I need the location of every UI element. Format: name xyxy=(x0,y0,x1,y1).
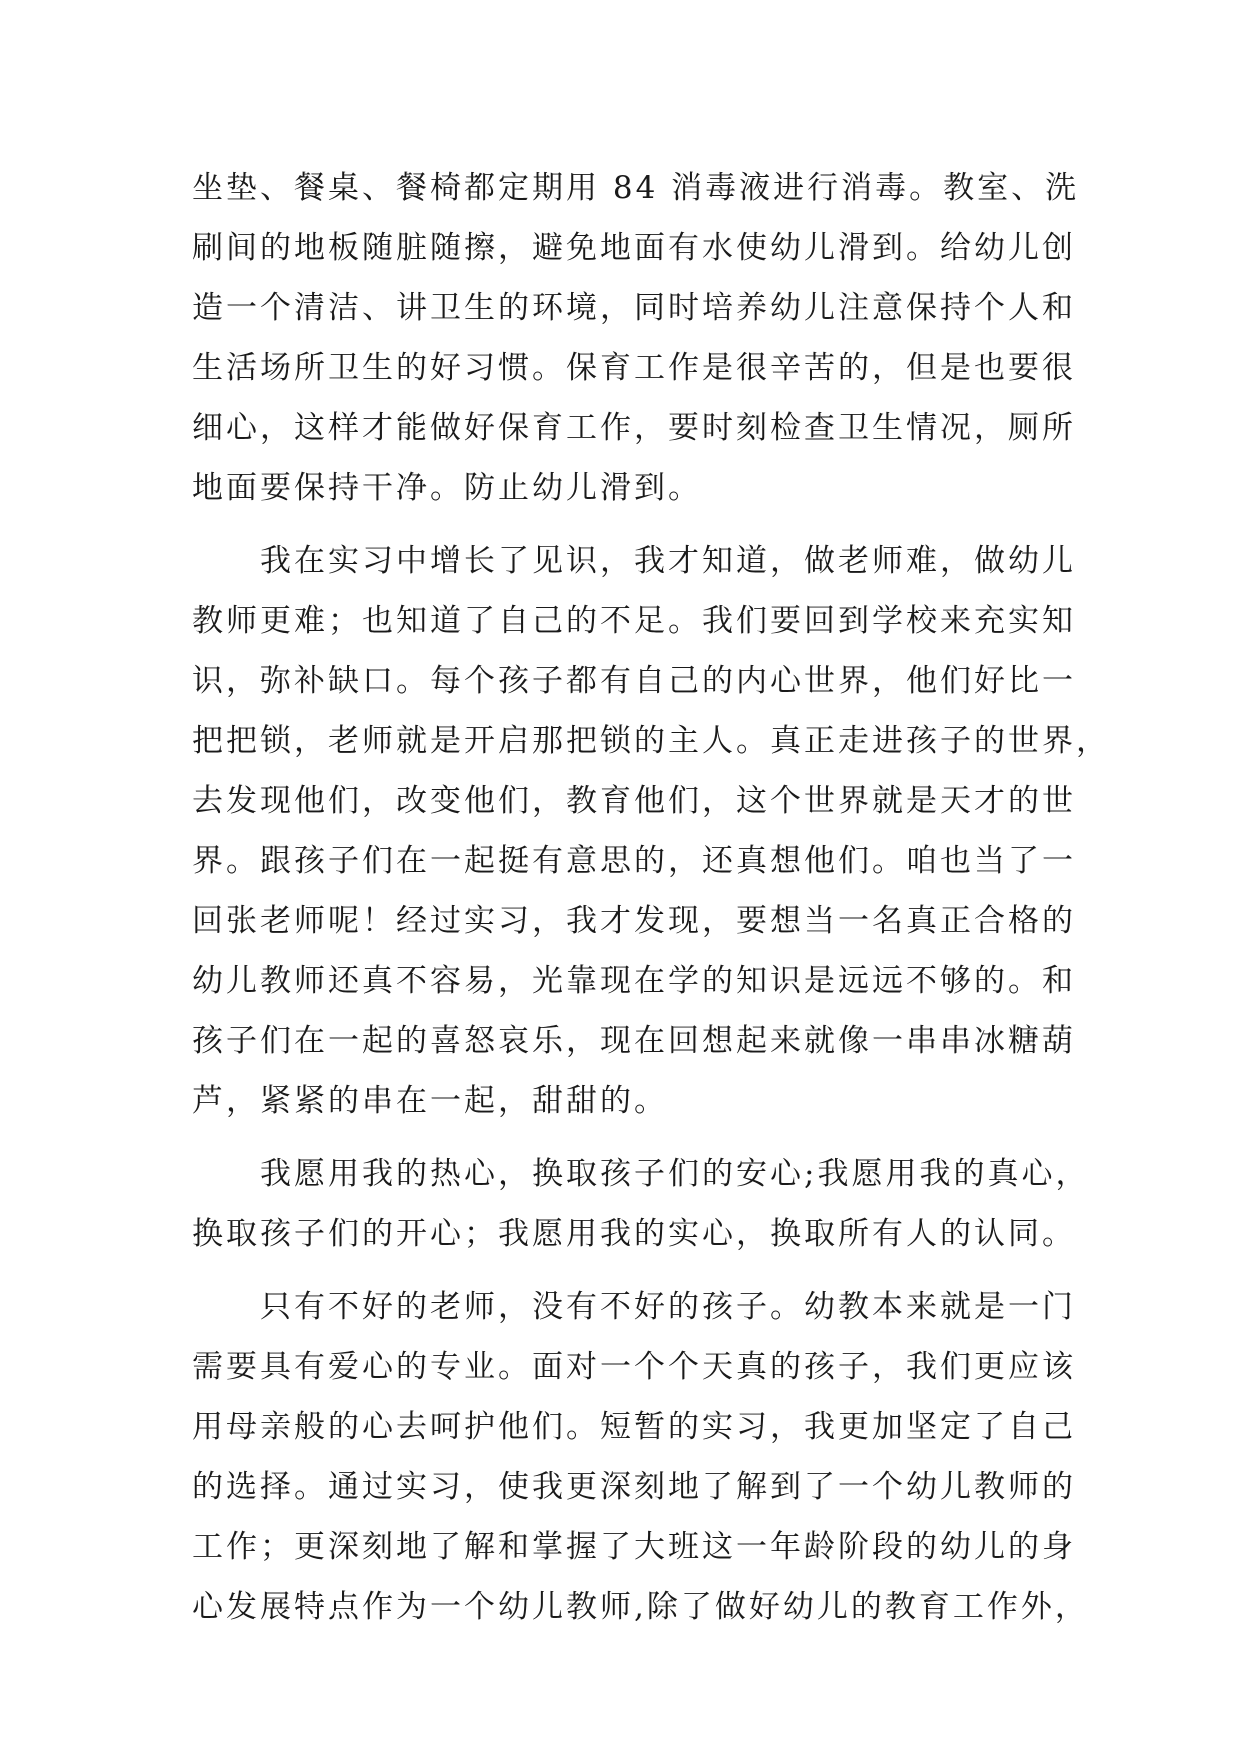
text-line: 换取孩子们的开心；我愿用我的实心，换取所有人的认同。 xyxy=(192,1216,1076,1252)
text-line: 地面要保持干净。防止幼儿滑到。 xyxy=(192,470,702,506)
text-line: 去发现他们，改变他们，教育他们，这个世界就是天才的世 xyxy=(192,783,1076,819)
text-line: 细心，这样才能做好保育工作，要时刻检查卫生情况，厕所 xyxy=(192,410,1076,446)
text-line: 识，弥补缺口。每个孩子都有自己的内心世界，他们好比一 xyxy=(192,663,1076,699)
text-line: 需要具有爱心的专业。面对一个个天真的孩子，我们更应该 xyxy=(192,1349,1076,1385)
text-line: 生活场所卫生的好习惯。保育工作是很辛苦的，但是也要很 xyxy=(192,350,1076,386)
paragraph-4 xyxy=(192,1277,1089,1637)
text-line: 芦，紧紧的串在一起，甜甜的。 xyxy=(192,1083,668,1119)
text-line: 只有不好的老师，没有不好的孩子。幼教本来就是一门 xyxy=(260,1289,1076,1325)
paragraph-2 xyxy=(192,531,1110,1131)
text-line: 把把锁，老师就是开启那把锁的主人。真正走进孩子的世界， xyxy=(192,723,1110,759)
paragraph-gap xyxy=(192,1131,1052,1144)
text-line: 孩子们在一起的喜怒哀乐，现在回想起来就像一串串冰糖葫 xyxy=(192,1023,1076,1059)
text-line: 教师更难；也知道了自己的不足。我们要回到学校来充实知 xyxy=(192,603,1076,639)
text-line: 坐垫、餐桌、餐椅都定期用 84 消毒液进行消毒。教室、洗 xyxy=(192,170,1080,206)
text-line: 工作；更深刻地了解和掌握了大班这一年龄阶段的幼儿的身 xyxy=(192,1529,1076,1565)
text-line: 界。跟孩子们在一起挺有意思的，还真想他们。咱也当了一 xyxy=(192,843,1076,879)
text-line: 的选择。通过实习，使我更深刻地了解到了一个幼儿教师的 xyxy=(192,1469,1076,1505)
text-line: 回张老师呢！经过实习，我才发现，要想当一名真正合格的 xyxy=(192,903,1076,939)
paragraph-gap xyxy=(192,1264,1052,1277)
text-line: 造一个清洁、讲卫生的环境，同时培养幼儿注意保持个人和 xyxy=(192,290,1076,326)
text-line: 幼儿教师还真不容易，光靠现在学的知识是远远不够的。和 xyxy=(192,963,1076,999)
text-line: 用母亲般的心去呵护他们。短暂的实习，我更加坚定了自己 xyxy=(192,1409,1076,1445)
paragraph-3 xyxy=(192,1144,1090,1264)
text-line: 我愿用我的热心，换取孩子们的安心;我愿用我的真心， xyxy=(260,1156,1090,1192)
text-line: 心发展特点作为一个幼儿教师,除了做好幼儿的教育工作外， xyxy=(192,1589,1089,1625)
paragraph-gap xyxy=(192,518,1052,531)
text-line: 我在实习中增长了见识，我才知道，做老师难，做幼儿 xyxy=(260,543,1076,579)
document-body xyxy=(192,158,1110,1637)
paragraph-1 xyxy=(192,158,1080,518)
text-line: 刷间的地板随脏随擦，避免地面有水使幼儿滑到。给幼儿创 xyxy=(192,230,1076,266)
